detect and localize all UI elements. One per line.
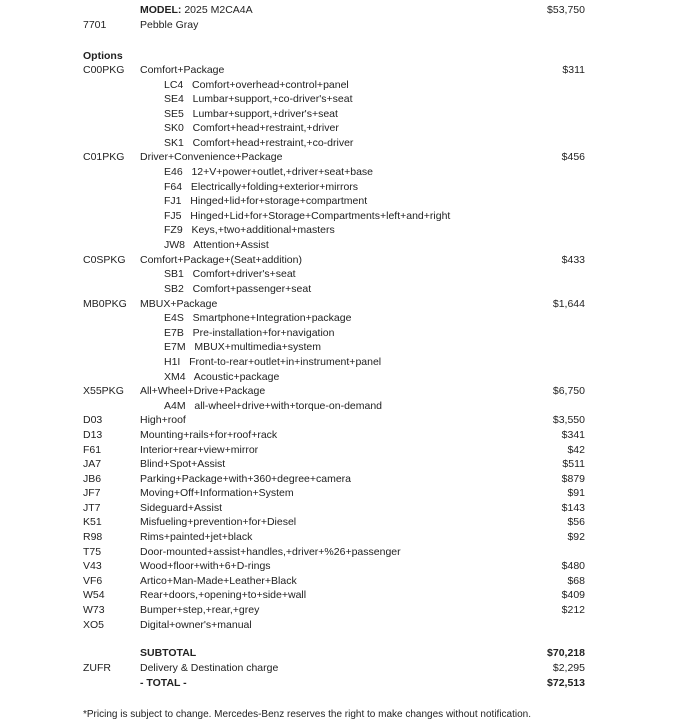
- package-label: All+Wheel+Drive+Package: [140, 385, 266, 397]
- item-code: E7B: [164, 327, 184, 339]
- option-label: Sideguard+Assist: [140, 502, 223, 514]
- option-price: $68: [567, 575, 585, 587]
- option-price: $56: [567, 516, 585, 528]
- option-label: Mounting+rails+for+roof+rack: [140, 429, 278, 441]
- item-label: Keys,+two+additional+masters: [191, 224, 335, 236]
- option-row: [0, 618, 686, 632]
- item-code: FJ1: [164, 195, 182, 207]
- package-price: $6,750: [552, 385, 585, 397]
- option-code: V43: [83, 560, 102, 572]
- item-label: Electrically+folding+exterior+mirrors: [190, 181, 359, 193]
- package-item: [0, 223, 686, 237]
- option-row: [0, 501, 686, 515]
- option-label: High+roof: [140, 414, 186, 426]
- package-code: MB0PKG: [83, 298, 127, 310]
- option-label: Misfueling+prevention+for+Diesel: [140, 516, 297, 528]
- item-code: E4S: [164, 312, 184, 324]
- option-code: W73: [83, 604, 105, 616]
- color-row: [0, 18, 686, 32]
- option-label: Artico+Man-Made+Leather+Black: [140, 575, 297, 587]
- color-code: 7701: [83, 19, 107, 31]
- package-item: [0, 238, 686, 252]
- package-item: [0, 121, 686, 135]
- option-row: [0, 413, 686, 427]
- package-label: Comfort+Package: [140, 64, 225, 76]
- option-code: VF6: [83, 575, 103, 587]
- option-price: $879: [561, 473, 585, 485]
- package-label: Comfort+Package+(Seat+addition): [140, 254, 302, 266]
- option-price: $409: [561, 589, 585, 601]
- option-row: [0, 515, 686, 529]
- option-row: [0, 530, 686, 544]
- item-code: E46: [164, 166, 183, 178]
- option-label: Digital+owner's+manual: [140, 619, 252, 631]
- option-label: Bumper+step,+rear,+grey: [140, 604, 260, 616]
- option-code: R98: [83, 531, 103, 543]
- option-price: $480: [561, 560, 585, 572]
- option-price: $511: [562, 458, 585, 470]
- package-row: [0, 384, 686, 398]
- item-label: Comfort+overhead+control+panel: [192, 79, 349, 91]
- item-label: Comfort+head+restraint,+co-driver: [192, 137, 354, 149]
- package-item: [0, 78, 686, 92]
- option-code: W54: [83, 589, 105, 601]
- option-price: $3,550: [552, 414, 585, 426]
- package-price: $433: [561, 254, 585, 266]
- item-label: all-wheel+drive+with+torque-on-demand: [194, 400, 383, 412]
- package-item: [0, 370, 686, 384]
- option-label: Rims+painted+jet+black: [140, 531, 253, 543]
- package-item: [0, 340, 686, 354]
- package-row: [0, 150, 686, 164]
- option-code: D13: [83, 429, 103, 441]
- item-code: SB1: [164, 268, 184, 280]
- package-item: [0, 311, 686, 325]
- package-code: C01PKG: [83, 151, 125, 163]
- subtotal-value: $70,218: [547, 647, 585, 659]
- item-code: JW8: [164, 239, 185, 251]
- item-label: Front-to-rear+outlet+in+instrument+panel: [189, 356, 382, 368]
- option-code: JT7: [83, 502, 101, 514]
- option-code: K51: [83, 516, 102, 528]
- option-code: D03: [83, 414, 103, 426]
- option-code: JB6: [83, 473, 102, 485]
- option-label: Door-mounted+assist+handles,+driver+%26+passenger: [140, 546, 401, 558]
- package-item: [0, 355, 686, 369]
- options-heading: Options: [83, 50, 123, 62]
- option-row: [0, 588, 686, 602]
- option-row: [0, 486, 686, 500]
- option-code: XO5: [83, 619, 105, 631]
- package-label: Driver+Convenience+Package: [140, 151, 283, 163]
- option-price: $212: [561, 604, 585, 616]
- item-code: SK1: [164, 137, 184, 149]
- option-row: [0, 545, 686, 559]
- item-code: SE4: [164, 93, 184, 105]
- item-code: XM4: [164, 371, 186, 383]
- option-label: Moving+Off+Information+System: [140, 487, 294, 499]
- option-label: Interior+rear+view+mirror: [140, 444, 259, 456]
- package-code: C0SPKG: [83, 254, 126, 266]
- option-price: $92: [567, 531, 585, 543]
- item-label: Acoustic+package: [193, 371, 280, 383]
- model-value: 2025 M2CA4A: [184, 4, 253, 16]
- package-code: X55PKG: [83, 385, 124, 397]
- item-code: SE5: [164, 108, 184, 120]
- package-item: [0, 107, 686, 121]
- option-row: [0, 472, 686, 486]
- item-label: Comfort+passenger+seat: [192, 283, 312, 295]
- subtotal-row: [0, 646, 686, 660]
- item-label: Comfort+head+restraint,+driver: [192, 122, 339, 134]
- total-label: - TOTAL -: [140, 677, 187, 689]
- package-item: [0, 136, 686, 150]
- delivery-label: Delivery & Destination charge: [140, 662, 279, 674]
- option-label: Blind+Spot+Assist: [140, 458, 226, 470]
- item-label: MBUX+multimedia+system: [194, 341, 321, 353]
- option-row: [0, 574, 686, 588]
- option-label: Parking+Package+with+360+degree+camera: [140, 473, 352, 485]
- option-price: $143: [561, 502, 585, 514]
- color-name: Pebble Gray: [140, 19, 199, 31]
- option-row: [0, 603, 686, 617]
- item-code: E7M: [164, 341, 186, 353]
- item-label: Pre-installation+for+navigation: [192, 327, 335, 339]
- item-code: LC4: [164, 79, 184, 91]
- package-row: [0, 253, 686, 267]
- item-label: 12+V+power+outlet,+driver+seat+base: [191, 166, 373, 178]
- package-price: $311: [562, 64, 585, 76]
- item-label: Attention+Assist: [193, 239, 269, 251]
- item-label: Hinged+lid+for+storage+compartment: [190, 195, 368, 207]
- package-item: [0, 326, 686, 340]
- package-item: [0, 165, 686, 179]
- option-row: [0, 443, 686, 457]
- package-item: [0, 180, 686, 194]
- package-price: $1,644: [552, 298, 585, 310]
- option-price: $341: [561, 429, 585, 441]
- package-code: C00PKG: [83, 64, 125, 76]
- option-code: F61: [83, 444, 102, 456]
- option-code: JA7: [83, 458, 102, 470]
- package-price: $456: [561, 151, 585, 163]
- item-label: Hinged+Lid+for+Storage+Compartments+left+and+right: [190, 210, 451, 222]
- item-code: H1I: [164, 356, 181, 368]
- delivery-code: ZUFR: [83, 662, 111, 674]
- model-label: MODEL:: [140, 4, 182, 16]
- item-code: SK0: [164, 122, 184, 134]
- package-item: [0, 282, 686, 296]
- delivery-row: [0, 661, 686, 675]
- item-code: A4M: [164, 400, 186, 412]
- option-row: [0, 457, 686, 471]
- item-label: Lumbar+support,+co-driver's+seat: [192, 93, 353, 105]
- package-row: [0, 297, 686, 311]
- item-code: FZ9: [164, 224, 183, 236]
- option-label: Rear+doors,+opening+to+side+wall: [140, 589, 307, 601]
- item-code: F64: [164, 181, 183, 193]
- model-row: [0, 3, 686, 17]
- delivery-value: $2,295: [552, 662, 585, 674]
- item-label: Smartphone+Integration+package: [192, 312, 352, 324]
- model-price: $53,750: [547, 4, 585, 16]
- package-item: [0, 92, 686, 106]
- item-label: Comfort+driver's+seat: [192, 268, 296, 280]
- option-price: $91: [567, 487, 585, 499]
- item-label: Lumbar+support,+driver's+seat: [192, 108, 338, 120]
- option-price: $42: [567, 444, 585, 456]
- item-code: FJ5: [164, 210, 182, 222]
- package-item: [0, 209, 686, 223]
- options-heading-row: [0, 49, 686, 63]
- subtotal-label: SUBTOTAL: [140, 647, 197, 659]
- package-label: MBUX+Package: [140, 298, 218, 310]
- option-row: [0, 428, 686, 442]
- package-item: [0, 399, 686, 413]
- package-item: [0, 267, 686, 281]
- total-row: [0, 676, 686, 690]
- total-value: $72,513: [547, 677, 585, 689]
- option-code: T75: [83, 546, 102, 558]
- model-text: [140, 3, 253, 17]
- option-code: JF7: [83, 487, 101, 499]
- package-row: [0, 63, 686, 77]
- item-code: SB2: [164, 283, 184, 295]
- pricing-footnote: *Pricing is subject to change. Mercedes-Benz reserves the right to make changes without notification.: [83, 709, 532, 720]
- option-row: [0, 559, 686, 573]
- option-label: Wood+floor+with+6+D-rings: [140, 560, 271, 572]
- package-item: [0, 194, 686, 208]
